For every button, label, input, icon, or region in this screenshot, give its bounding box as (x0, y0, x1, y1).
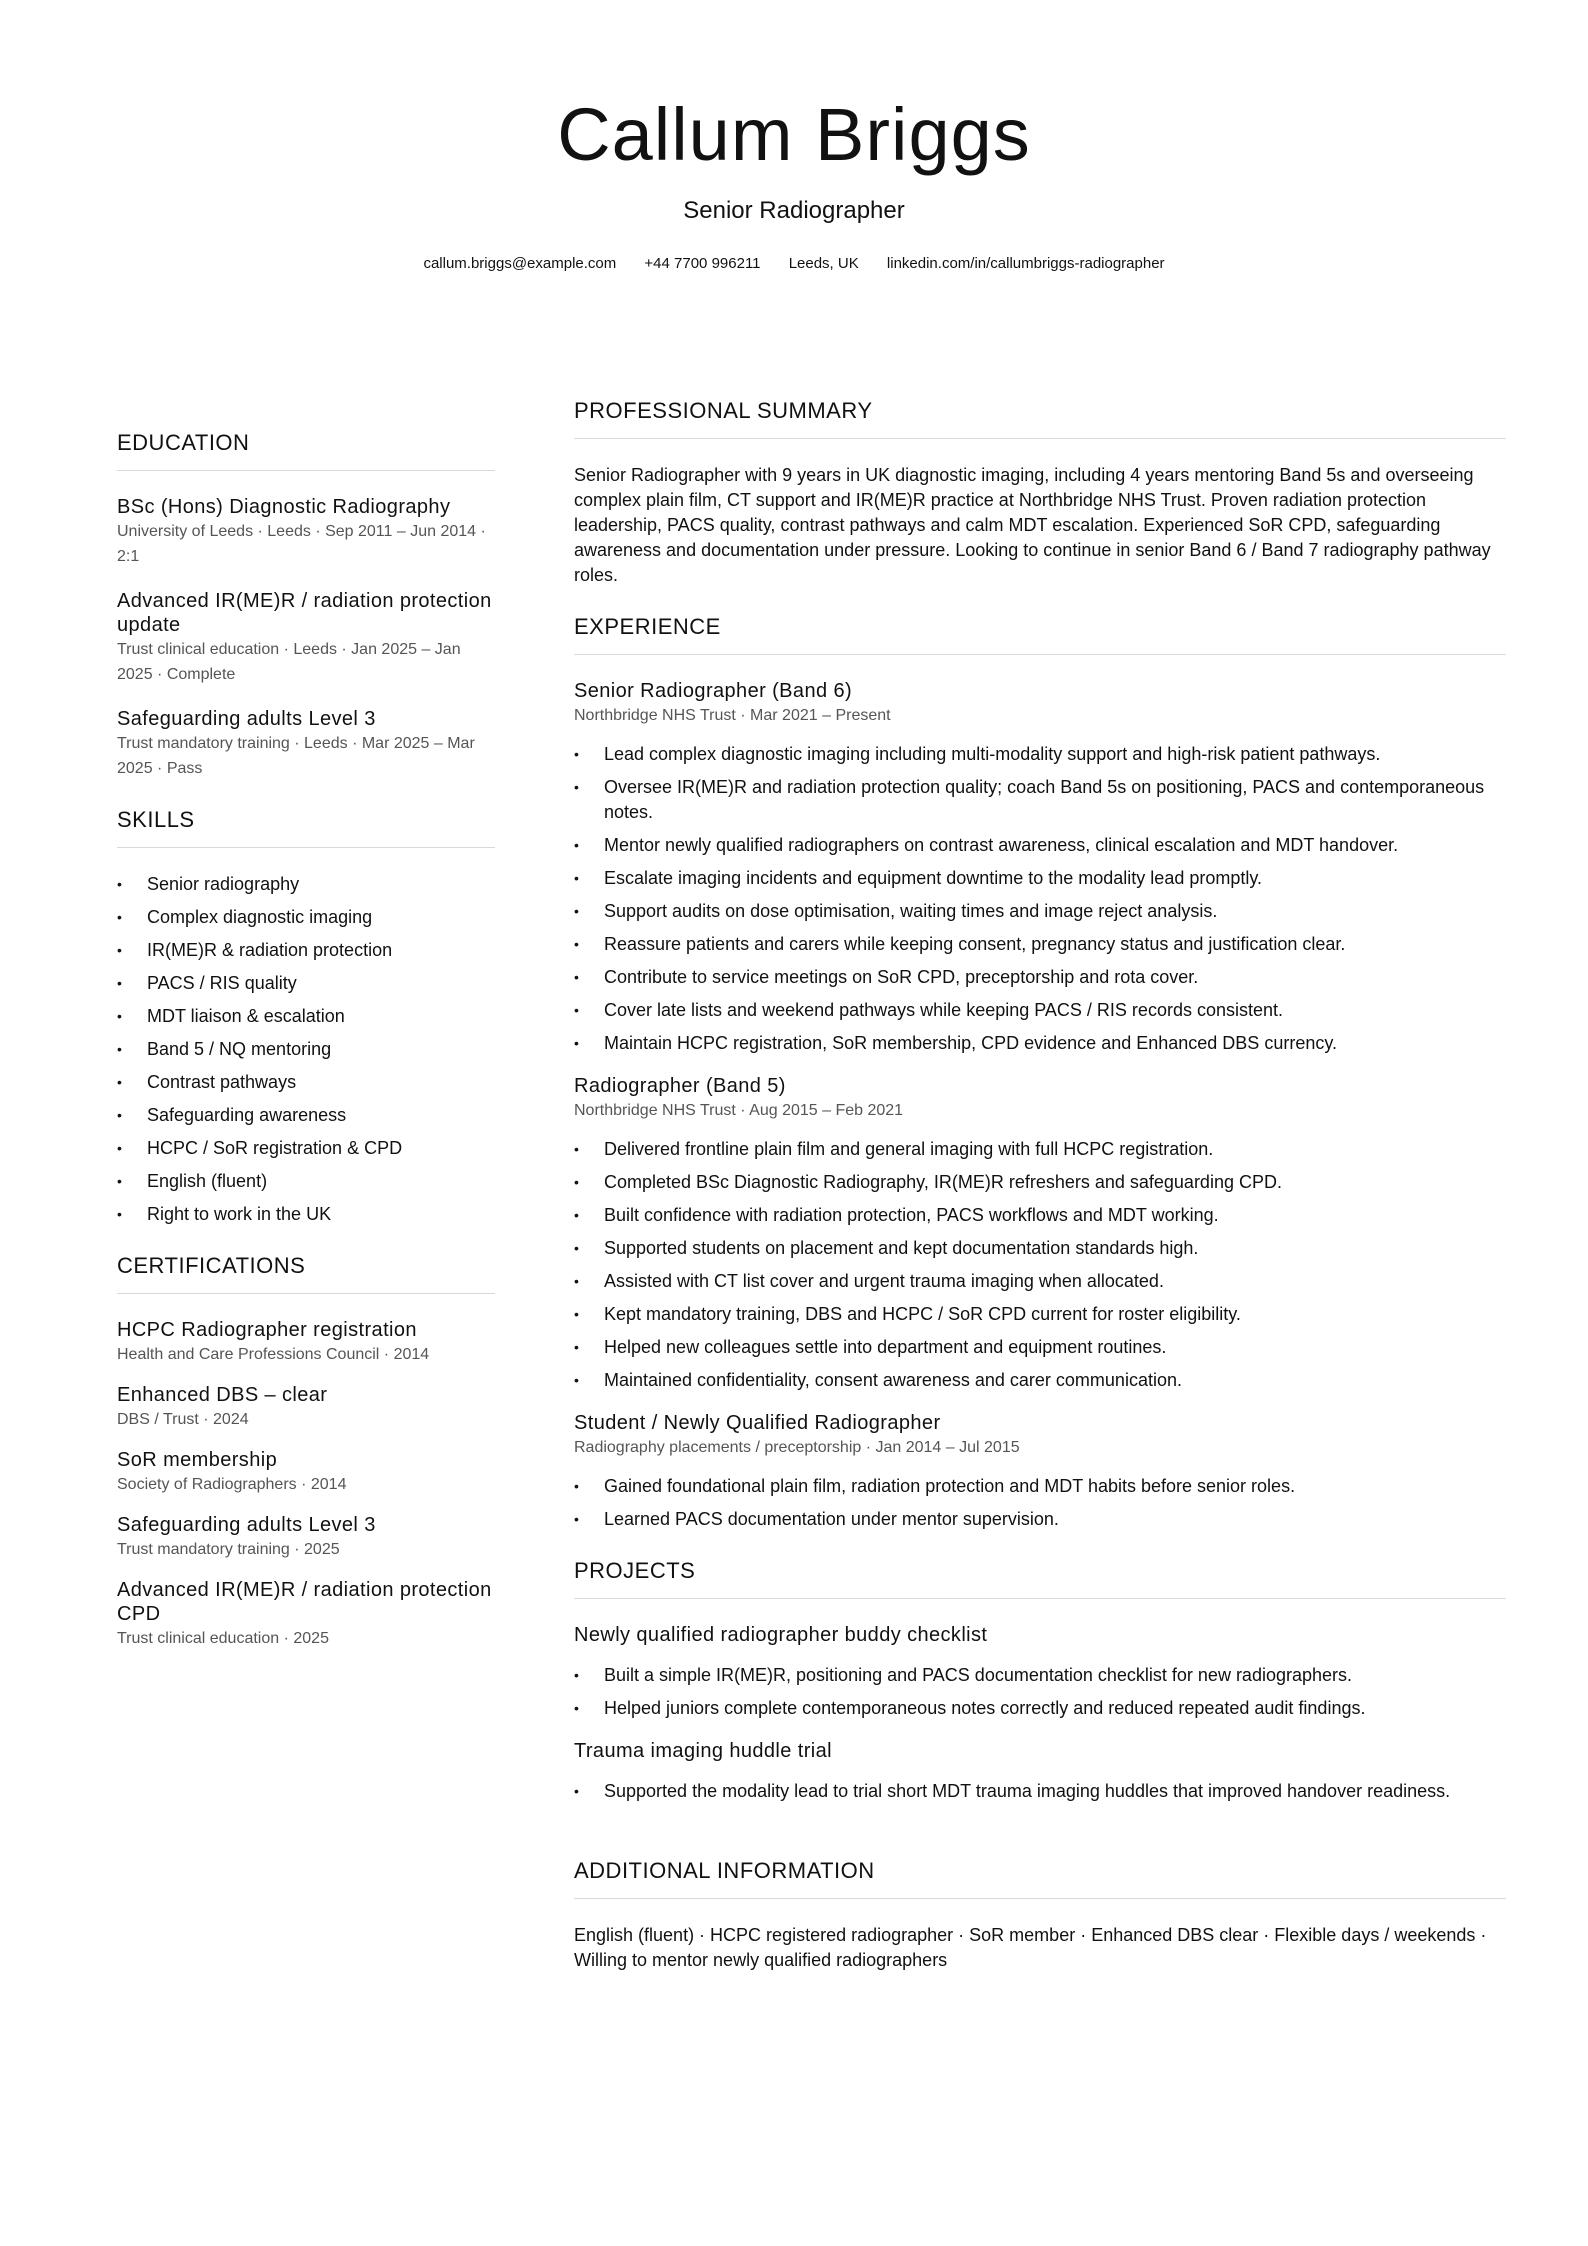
certification-item (117, 1578, 495, 1651)
job-bullet: • Maintained confidentiality, consent awareness and carer communication. (574, 1368, 1506, 1393)
skill-item: • Band 5 / NQ mentoring (117, 1037, 495, 1062)
certification-meta: Society of Radiographers · 2014 (117, 1476, 347, 1493)
job-bullet: • Contribute to service meetings on SoR CPD, preceptorship and rota cover. (574, 965, 1506, 990)
job-bullet: • Learned PACS documentation under mentor supervision. (574, 1507, 1506, 1532)
contact-phone: +44 7700 996211 (644, 255, 761, 272)
skill-item: • Right to work in the UK (117, 1202, 495, 1227)
job-bullet: • Supported students on placement and kept documentation standards high. (574, 1236, 1506, 1261)
skills-section (117, 807, 495, 1227)
right-column (574, 398, 1506, 1999)
job-bullets (574, 1474, 1506, 1532)
project-title: Trauma imaging huddle trial (574, 1740, 832, 1762)
job-entry (574, 1411, 1506, 1532)
project-entry (574, 1739, 1506, 1804)
project-entry (574, 1623, 1506, 1721)
projects-section (574, 1558, 1506, 1804)
experience-section (574, 614, 1506, 1532)
job-bullet: • Reassure patients and carers while keeping consent, pregnancy status and justification clear. (574, 932, 1506, 957)
job-bullet: • Maintain HCPC registration, SoR membership, CPD evidence and Enhanced DBS currency. (574, 1031, 1506, 1056)
job-bullet: • Completed BSc Diagnostic Radiography, IR(ME)R refreshers and safeguarding CPD. (574, 1170, 1506, 1195)
section-title: PROFESSIONAL SUMMARY (574, 398, 1506, 439)
section-title: SKILLS (117, 807, 495, 848)
job-bullet: • Helped new colleagues settle into department and equipment routines. (574, 1335, 1506, 1360)
education-item-meta: Trust mandatory training · Leeds · Mar 2025 – Mar 2025 · Pass (117, 735, 475, 777)
section-title: EDUCATION (117, 430, 495, 471)
contact-linkedin: linkedin.com/in/callumbriggs-radiographer (886, 255, 1165, 272)
skill-item: • Safeguarding awareness (117, 1103, 495, 1128)
certification-title: HCPC Radiographer registration (117, 1319, 417, 1341)
education-item (117, 589, 495, 687)
job-bullet: • Mentor newly qualified radiographers on contrast awareness, clinical escalation and MDT handover. (574, 833, 1506, 858)
candidate-role: Senior Radiographer (683, 197, 905, 224)
certification-item (117, 1513, 495, 1562)
certification-title: Advanced IR(ME)R / radiation protection CPD (117, 1579, 492, 1625)
education-item (117, 707, 495, 781)
job-entry (574, 1074, 1506, 1393)
contact-location: Leeds, UK (788, 255, 859, 272)
certification-item (117, 1383, 495, 1432)
skill-item: • English (fluent) (117, 1169, 495, 1194)
candidate-name: Callum Briggs (557, 93, 1031, 176)
skill-item: • Complex diagnostic imaging (117, 905, 495, 930)
job-meta: Radiography placements / preceptorship · Jan 2014 – Jul 2015 (574, 1439, 1020, 1456)
certification-meta: Trust clinical education · 2025 (117, 1630, 329, 1647)
section-title: EXPERIENCE (574, 614, 1506, 655)
job-bullet: • Built confidence with radiation protection, PACS workflows and MDT working. (574, 1203, 1506, 1228)
skill-item: • HCPC / SoR registration & CPD (117, 1136, 495, 1161)
certification-item (117, 1448, 495, 1497)
project-bullets (574, 1779, 1506, 1804)
summary-section (574, 398, 1506, 588)
skill-item: • IR(ME)R & radiation protection (117, 938, 495, 963)
certification-title: SoR membership (117, 1449, 278, 1471)
skill-item: • Contrast pathways (117, 1070, 495, 1095)
job-bullet: • Gained foundational plain film, radiation protection and MDT habits before senior roles. (574, 1474, 1506, 1499)
contact-email: callum.briggs@example.com (423, 255, 617, 272)
education-item-title: Advanced IR(ME)R / radiation protection update (117, 590, 492, 636)
education-item-meta: University of Leeds · Leeds · Sep 2011 – Jun 2014 · 2:1 (117, 523, 486, 565)
skill-item: • MDT liaison & escalation (117, 1004, 495, 1029)
job-entry (574, 679, 1506, 1056)
job-bullet: • Lead complex diagnostic imaging including multi-modality support and high-risk patient pathways. (574, 742, 1506, 767)
summary-text: Senior Radiographer with 9 years in UK diagnostic imaging, including 4 years mentoring Band 5s and overseeing complex plain film, CT support and IR(ME)R practice at Northbridge NHS Trust. Proven radiation protection leadership, PACS quality, contrast pathways and calm MDT escalation. Experienced SoR CPD, safeguarding awareness and documentation under pressure. Looking to continue in senior Band 6 / Band 7 radiography pathway roles. (574, 465, 1491, 585)
job-bullet: • Assisted with CT list cover and urgent trauma imaging when allocated. (574, 1269, 1506, 1294)
additional-text: English (fluent) · HCPC registered radiographer · SoR member · Enhanced DBS clear · Flexible days / weekends · Willing to mentor newly qualified radiographers (574, 1925, 1487, 1970)
project-title: Newly qualified radiographer buddy checklist (574, 1624, 988, 1646)
job-bullet: • Support audits on dose optimisation, waiting times and image reject analysis. (574, 899, 1506, 924)
job-title: Senior Radiographer (Band 6) (574, 680, 853, 702)
section-title: ADDITIONAL INFORMATION (574, 1858, 1506, 1899)
certification-title: Enhanced DBS – clear (117, 1384, 328, 1406)
certifications-section (117, 1253, 495, 1651)
job-bullet: • Oversee IR(ME)R and radiation protection quality; coach Band 5s on positioning, PACS and contemporaneous notes. (574, 775, 1506, 825)
section-title: PROJECTS (574, 1558, 1506, 1599)
left-column (117, 430, 495, 1677)
project-bullet: • Supported the modality lead to trial short MDT trauma imaging huddles that improved handover readiness. (574, 1779, 1506, 1804)
project-bullet: • Built a simple IR(ME)R, positioning and PACS documentation checklist for new radiographers. (574, 1663, 1506, 1688)
certification-item (117, 1318, 495, 1367)
education-item (117, 495, 495, 569)
contact-line (0, 255, 1588, 272)
job-meta: Northbridge NHS Trust · Mar 2021 – Present (574, 707, 891, 724)
section-title: CERTIFICATIONS (117, 1253, 495, 1294)
job-title: Student / Newly Qualified Radiographer (574, 1412, 941, 1434)
job-bullet: • Cover late lists and weekend pathways while keeping PACS / RIS records consistent. (574, 998, 1506, 1023)
project-bullet: • Helped juniors complete contemporaneous notes correctly and reduced repeated audit findings. (574, 1696, 1506, 1721)
certification-meta: DBS / Trust · 2024 (117, 1411, 249, 1428)
job-bullets (574, 1137, 1506, 1393)
job-bullet: • Kept mandatory training, DBS and HCPC / SoR CPD current for roster eligibility. (574, 1302, 1506, 1327)
education-item-title: Safeguarding adults Level 3 (117, 708, 376, 730)
certification-meta: Health and Care Professions Council · 2014 (117, 1346, 430, 1363)
skill-item: • PACS / RIS quality (117, 971, 495, 996)
additional-section (574, 1858, 1506, 1973)
education-section (117, 430, 495, 781)
job-bullet: • Escalate imaging incidents and equipment downtime to the modality lead promptly. (574, 866, 1506, 891)
certification-title: Safeguarding adults Level 3 (117, 1514, 376, 1536)
certification-meta: Trust mandatory training · 2025 (117, 1541, 340, 1558)
education-item-meta: Trust clinical education · Leeds · Jan 2025 – Jan 2025 · Complete (117, 641, 461, 683)
job-bullet: • Delivered frontline plain film and general imaging with full HCPC registration. (574, 1137, 1506, 1162)
skill-item: • Senior radiography (117, 872, 495, 897)
job-bullets (574, 742, 1506, 1056)
skills-list (117, 872, 495, 1227)
job-title: Radiographer (Band 5) (574, 1075, 786, 1097)
education-item-title: BSc (Hons) Diagnostic Radiography (117, 496, 451, 518)
project-bullets (574, 1663, 1506, 1721)
job-meta: Northbridge NHS Trust · Aug 2015 – Feb 2021 (574, 1102, 904, 1119)
